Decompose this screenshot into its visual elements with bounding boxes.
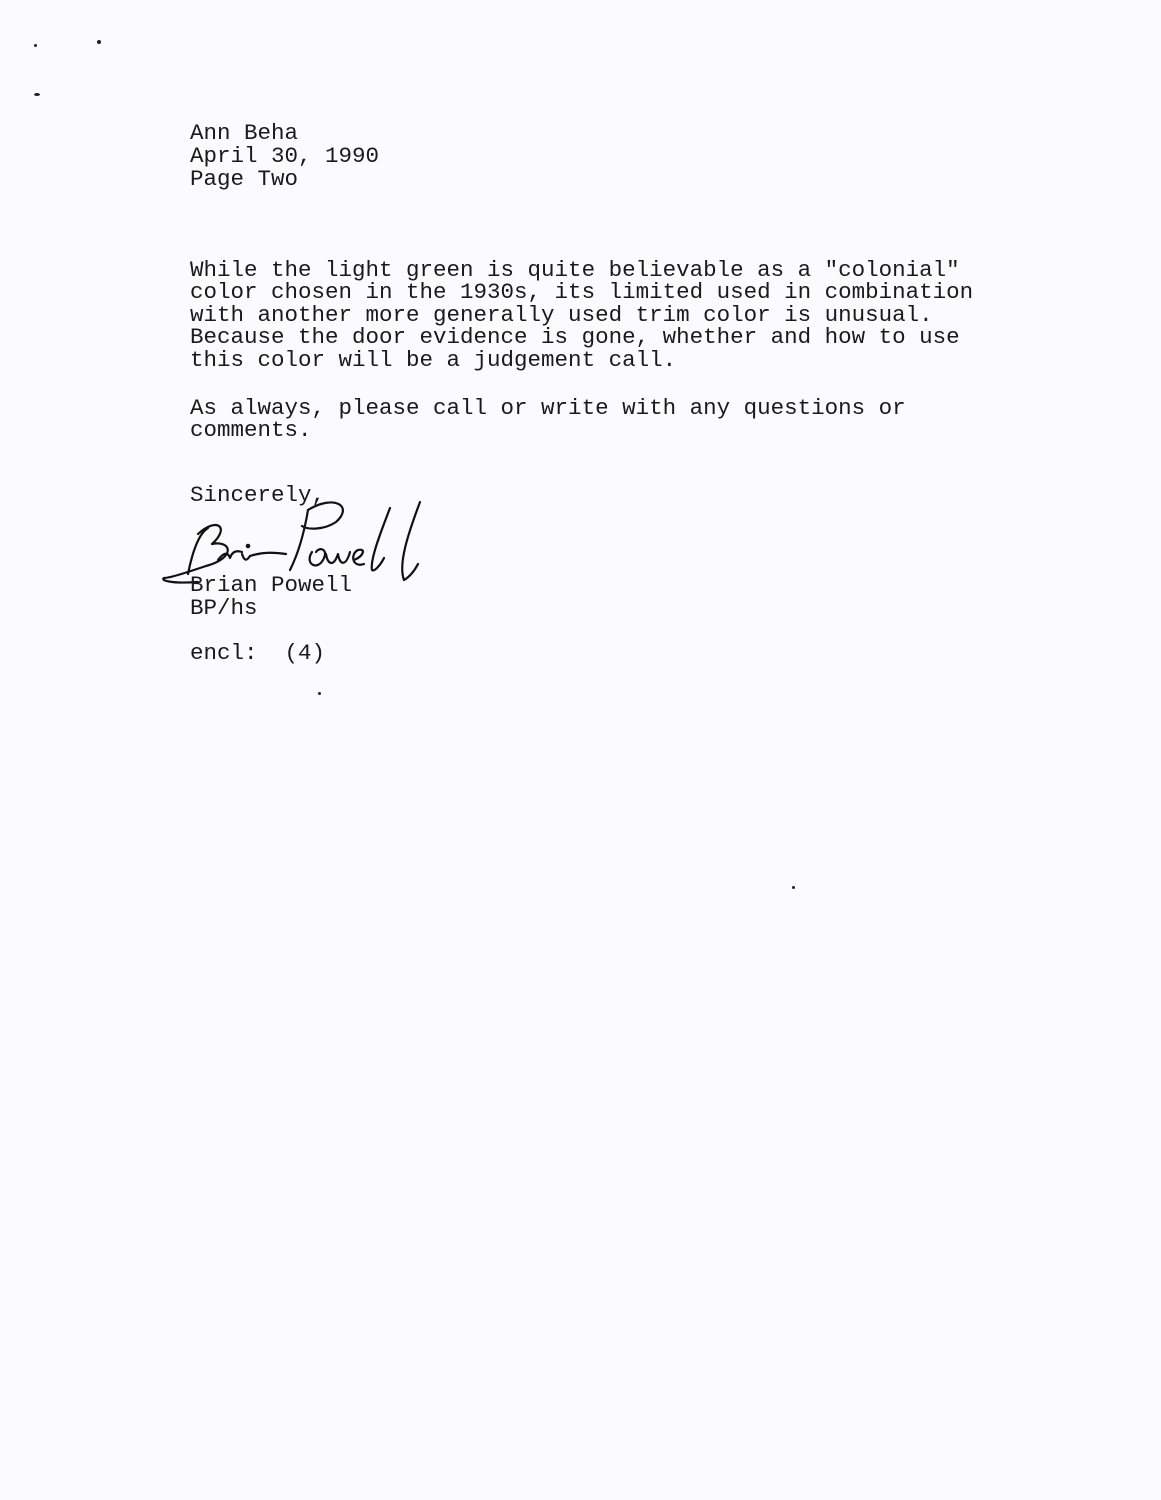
page-number: Page Two [190, 166, 299, 192]
text-line: this color will be a judgement call. [190, 346, 677, 373]
signer-name: Brian Powell [190, 572, 353, 598]
closing: Sincerely, [190, 482, 326, 508]
scan-speck [792, 886, 795, 889]
scan-speck [97, 40, 101, 44]
typist-initials: BP/hs [190, 595, 258, 621]
text-line: with another more generally used trim color is unusual. [190, 301, 933, 328]
scan-speck [34, 44, 37, 47]
letter-date: April 30, 1990 [190, 143, 380, 169]
text-line: As always, please call or write with any questions or [190, 395, 906, 421]
text-line: While the light green is quite believable as a "colonial" [190, 257, 960, 283]
scan-speck [318, 692, 321, 695]
text-line: Because the door evidence is gone, whether and how to use [190, 324, 960, 351]
text-line: color chosen in the 1930s, its limited used in combination [190, 279, 974, 306]
letter-header [190, 122, 379, 191]
scan-speck [34, 93, 40, 96]
enclosure-note: encl: (4) [190, 640, 326, 666]
recipient-name: Ann Beha [190, 120, 299, 146]
body-paragraph-2 [190, 397, 906, 442]
text-line: comments. [190, 417, 312, 444]
body-paragraph-1 [190, 259, 973, 371]
